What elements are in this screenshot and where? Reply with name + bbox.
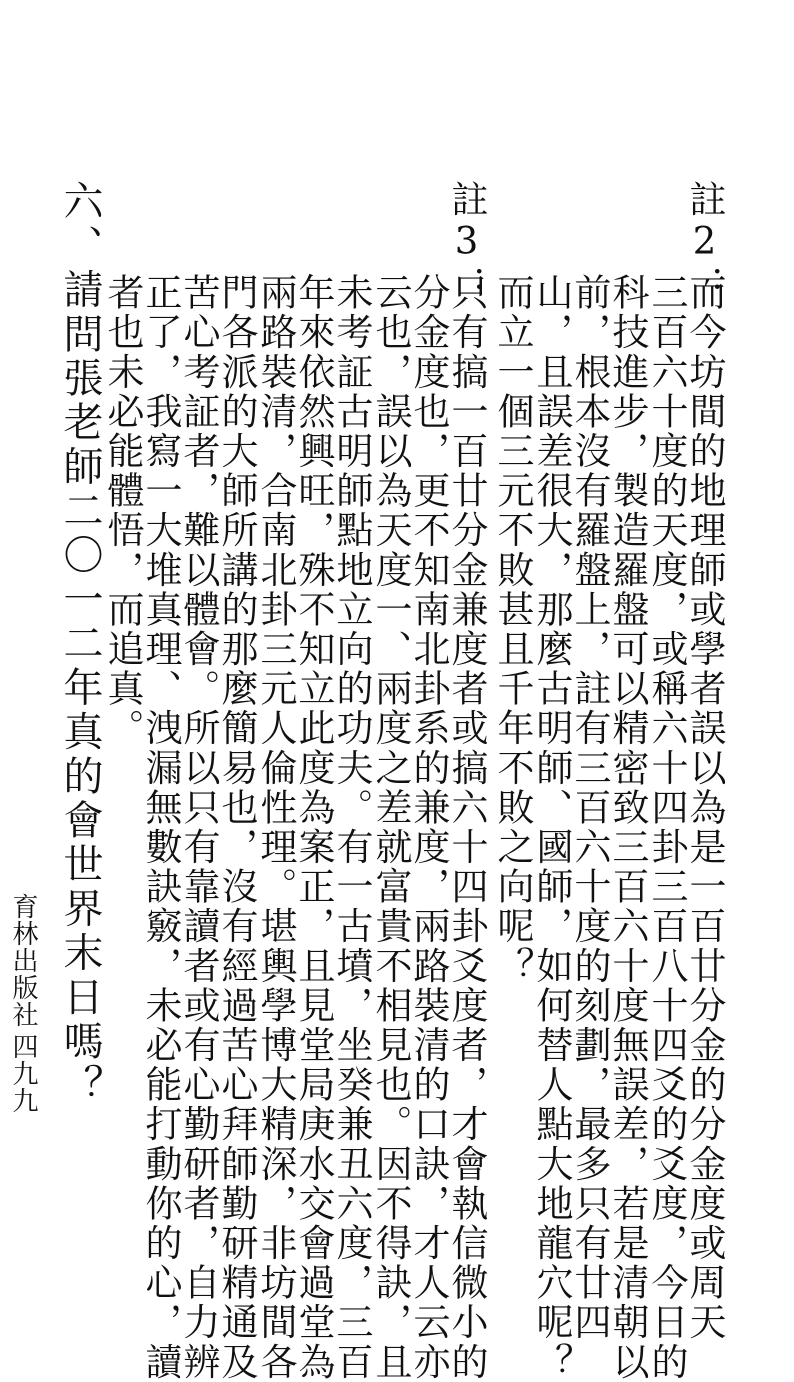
question-heading: 六、請問張老師二〇一二年真的會世界末日嗎？ xyxy=(57,180,103,1109)
note-3-line-9: 正了，我寫一大堆真理、洩漏無數訣竅，未必能打動你的心，讀 xyxy=(139,273,182,1382)
note-2-line-1: 而今坊間的地理師或學者誤以為是一百廿分金的分金度或周天 xyxy=(683,273,726,1343)
note-2-line-5: 山，且誤差很大，那麼古明師、國師，如何替人點大地龍穴呢？ xyxy=(530,273,573,1382)
note-3-line-8: 苦心考証者，難以體會。所以只有靠讀者或有心勤研者，自力辨 xyxy=(177,273,220,1382)
note-2-line-3: 科技進步，製造羅盤可以精密致三百六十度無誤差，若是清朝以 xyxy=(606,273,649,1382)
note-3-line-3: 云也，誤以為天度一、兩度之差就富貴不相見也。因不得訣，且 xyxy=(369,273,412,1382)
note-2-label: 註2： xyxy=(683,180,726,305)
note-3-line-5: 年來依然興旺，殊不知立此度為案正，且見堂局庚水交會過堂為 xyxy=(292,273,335,1382)
note-2-line-6: 而立一個三元不敗甚且千年不敗之向呢？ xyxy=(491,273,534,986)
page-number: 四九九 xyxy=(8,1033,38,1114)
note-3-label: 註3： xyxy=(445,180,488,305)
note-3-line-6: 兩路裝清，合南北卦三元人倫性理。堪輿學博大精深，非坊間各 xyxy=(254,273,297,1382)
note-3-line-7: 門各派的大師所講的那麼簡易也，沒有經過苦心拜師勤研精通及 xyxy=(215,273,258,1382)
note-2-line-4: 前，根本沒有羅盤上，註有三百六十度的刻劃，最多只有廿四 xyxy=(568,273,611,1343)
publisher-name: 育林出版社 xyxy=(8,893,38,1028)
note-2-line-2: 三百六十度的天度，或稱六十四卦三百八十四爻的爻度，今日的 xyxy=(645,273,688,1382)
note-3-line-1: 只有搞一百廿分金兼度者或搞六十四卦爻度者，才會執信微小的 xyxy=(445,273,488,1382)
note-3-line-4: 未考証古明師點地立向的功夫。有一古墳，坐癸兼丑六度，三百 xyxy=(330,273,373,1382)
note-3-line-10: 者也未必能體悟，而追真。 xyxy=(101,273,144,749)
note-3-line-2: 分金度也，更不知南北卦系的兼度，兩路裝清的口訣，才人云亦 xyxy=(407,273,450,1382)
